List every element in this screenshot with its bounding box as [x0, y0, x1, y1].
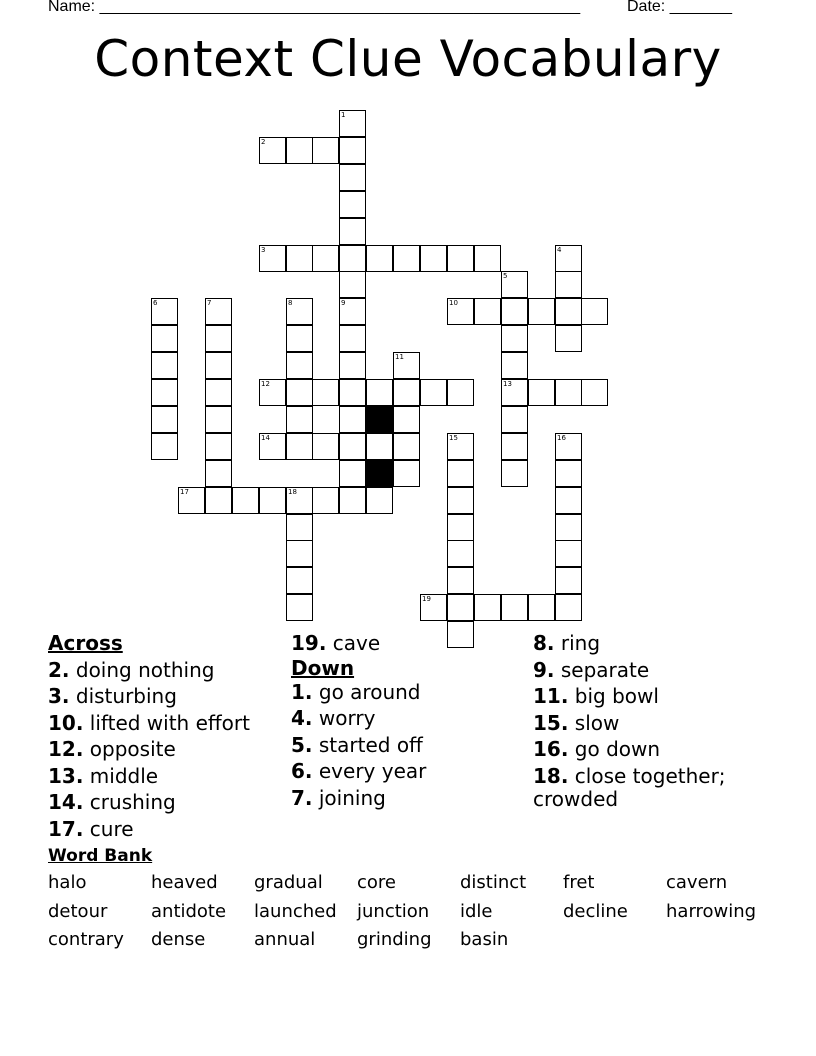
- crossword-cell[interactable]: [501, 298, 528, 325]
- cell-number: 4: [557, 246, 562, 254]
- cell-number: 12: [261, 380, 270, 388]
- cell-number: 2: [261, 138, 266, 146]
- name-line: ______________________________________________________: [99, 0, 581, 15]
- word-bank-word: contrary: [48, 929, 124, 950]
- word-bank-title: Word Bank: [48, 846, 153, 866]
- crossword-cell[interactable]: [259, 137, 286, 164]
- crossword-cell[interactable]: [366, 487, 393, 514]
- crossword-cell[interactable]: [339, 352, 366, 379]
- crossword-cell[interactable]: [501, 379, 528, 406]
- crossword-cell[interactable]: [339, 379, 366, 406]
- cell-number: 1: [341, 111, 346, 119]
- clue-down-11: 11. big bowl: [533, 684, 659, 708]
- crossword-cell[interactable]: [447, 460, 474, 487]
- word-bank-word: decline: [563, 901, 628, 922]
- crossword-cell[interactable]: [528, 379, 555, 406]
- crossword-cell[interactable]: [447, 433, 474, 460]
- cell-number: 9: [341, 299, 346, 307]
- crossword-cell[interactable]: [501, 271, 528, 298]
- crossword-cell[interactable]: [286, 567, 313, 594]
- crossword-cell[interactable]: [286, 594, 313, 621]
- crossword-cell[interactable]: [447, 621, 474, 648]
- crossword-cell[interactable]: [286, 352, 313, 379]
- clue-down-15: 15. slow: [533, 710, 620, 735]
- crossword-cell[interactable]: [501, 406, 528, 433]
- crossword-cell[interactable]: [178, 487, 205, 514]
- cell-number: 14: [261, 434, 270, 442]
- crossword-cell[interactable]: [420, 245, 447, 272]
- crossword-cell[interactable]: [205, 352, 232, 379]
- crossword-cell[interactable]: [393, 245, 420, 272]
- crossword-cell[interactable]: [286, 406, 313, 433]
- crossword-cell[interactable]: [259, 487, 286, 514]
- clue-across-14: 14. crushing: [48, 790, 176, 814]
- crossword-cell[interactable]: [581, 298, 608, 325]
- crossword-cell[interactable]: [205, 487, 232, 514]
- crossword-cell[interactable]: [339, 298, 366, 325]
- crossword-cell[interactable]: [286, 487, 313, 514]
- crossword-cell[interactable]: [339, 325, 366, 352]
- crossword-cell[interactable]: [286, 433, 313, 460]
- word-bank-word: antidote: [151, 901, 227, 922]
- crossword-cell[interactable]: [339, 137, 366, 164]
- crossword-cell[interactable]: [555, 271, 582, 298]
- black-cell: [366, 460, 393, 487]
- crossword-cell[interactable]: [312, 245, 339, 272]
- clue-across-12: 12. opposite: [48, 737, 176, 761]
- crossword-cell[interactable]: [393, 406, 420, 433]
- cell-number: 13: [503, 380, 512, 388]
- crossword-cell[interactable]: [205, 433, 232, 460]
- crossword-cell[interactable]: [555, 325, 582, 352]
- crossword-cell[interactable]: [555, 460, 582, 487]
- crossword-cell[interactable]: [420, 594, 447, 621]
- crossword-cell[interactable]: [312, 379, 339, 406]
- crossword-cell[interactable]: [339, 487, 366, 514]
- word-bank-word: cavern: [666, 872, 728, 893]
- cell-number: 3: [261, 246, 266, 254]
- crossword-cell[interactable]: [501, 325, 528, 352]
- clue-down-1: 1. go around: [291, 679, 421, 704]
- word-bank-word: grinding: [357, 929, 432, 950]
- crossword-cell[interactable]: [555, 379, 582, 406]
- crossword-cell[interactable]: [205, 325, 232, 352]
- clue-across-17: 17. cure: [48, 816, 134, 841]
- crossword-cell[interactable]: [447, 245, 474, 272]
- clue-down-6: 6. every year: [291, 759, 427, 783]
- crossword-cell[interactable]: [286, 379, 313, 406]
- cell-number: 16: [557, 434, 566, 442]
- crossword-cell[interactable]: [393, 379, 420, 406]
- crossword-cell[interactable]: [286, 298, 313, 325]
- crossword-cell[interactable]: [286, 137, 313, 164]
- crossword-cell[interactable]: [259, 245, 286, 272]
- crossword-cell[interactable]: [555, 540, 582, 567]
- crossword-cell[interactable]: [151, 379, 178, 406]
- crossword-cell[interactable]: [151, 352, 178, 379]
- crossword-cell[interactable]: [555, 487, 582, 514]
- clue-down-9: 9. separate: [533, 657, 650, 682]
- crossword-cell[interactable]: [151, 433, 178, 460]
- clue-across-2: 2. doing nothing: [48, 657, 215, 682]
- crossword-cell[interactable]: [555, 567, 582, 594]
- crossword-cell[interactable]: [205, 406, 232, 433]
- crossword-cell[interactable]: [259, 379, 286, 406]
- word-bank-word: heaved: [151, 872, 218, 893]
- crossword-cell[interactable]: [259, 433, 286, 460]
- cell-number: 15: [449, 434, 458, 442]
- crossword-cell[interactable]: [339, 406, 366, 433]
- crossword-cell[interactable]: [447, 487, 474, 514]
- clue-across-19: 19. cave: [291, 631, 381, 655]
- word-bank-word: detour: [48, 901, 108, 922]
- crossword-cell[interactable]: [312, 433, 339, 460]
- crossword-cell[interactable]: [286, 325, 313, 352]
- word-bank-word: dense: [151, 929, 206, 950]
- crossword-cell[interactable]: [339, 460, 366, 487]
- word-bank-word: basin: [460, 929, 509, 950]
- crossword-cell[interactable]: [312, 137, 339, 164]
- clue-across-3: 3. disturbing: [48, 684, 177, 708]
- crossword-cell[interactable]: [339, 218, 366, 245]
- crossword-cell[interactable]: [555, 433, 582, 460]
- cell-number: 17: [180, 488, 189, 496]
- crossword-cell[interactable]: [232, 487, 259, 514]
- word-bank-word: idle: [460, 901, 493, 922]
- word-bank-word: core: [357, 872, 396, 893]
- crossword-cell[interactable]: [420, 379, 447, 406]
- crossword-cell[interactable]: [151, 406, 178, 433]
- clues-column-1: [48, 630, 250, 842]
- crossword-cell[interactable]: [312, 487, 339, 514]
- crossword-cell[interactable]: [339, 164, 366, 191]
- word-bank-word: gradual: [254, 872, 323, 893]
- clue-down-18-continued: crowded: [533, 787, 619, 811]
- date-label-text: Date:: [627, 0, 666, 15]
- crossword-cell[interactable]: [501, 352, 528, 379]
- crossword-cell[interactable]: [366, 433, 393, 460]
- clue-down-8: 8. ring: [533, 631, 601, 655]
- crossword-cell[interactable]: [474, 298, 501, 325]
- clue-down-4: 4. worry: [291, 706, 376, 730]
- cell-number: 6: [153, 299, 158, 307]
- crossword-cell[interactable]: [501, 460, 528, 487]
- clue-down-16: 16. go down: [533, 737, 661, 761]
- crossword-cell[interactable]: [555, 245, 582, 272]
- word-bank-word: halo: [48, 872, 87, 893]
- word-bank-word: launched: [254, 901, 337, 922]
- cell-number: 11: [395, 353, 404, 361]
- crossword-cell[interactable]: [205, 379, 232, 406]
- crossword-cell[interactable]: [151, 298, 178, 325]
- crossword-cell[interactable]: [393, 433, 420, 460]
- crossword-cell[interactable]: [447, 540, 474, 567]
- crossword-cell[interactable]: [366, 379, 393, 406]
- crossword-cell[interactable]: [286, 245, 313, 272]
- crossword-cell[interactable]: [528, 298, 555, 325]
- word-bank-word: fret: [563, 872, 595, 893]
- clue-across-10: 10. lifted with effort: [48, 710, 250, 735]
- crossword-cell[interactable]: [501, 594, 528, 621]
- crossword-cell[interactable]: [474, 594, 501, 621]
- crossword-cell[interactable]: [581, 379, 608, 406]
- clues-column-2: [291, 630, 426, 811]
- word-bank-word: harrowing: [666, 901, 757, 922]
- crossword-cell[interactable]: [393, 352, 420, 379]
- clue-down-5: 5. started off: [291, 732, 423, 757]
- crossword-cell[interactable]: [366, 245, 393, 272]
- crossword-cell[interactable]: [528, 594, 555, 621]
- crossword-cell[interactable]: [205, 460, 232, 487]
- crossword-cell[interactable]: [447, 567, 474, 594]
- clue-across-13: 13. middle: [48, 763, 159, 788]
- cell-number: 18: [288, 488, 297, 496]
- clues-column-3: [533, 630, 726, 809]
- crossword-cell[interactable]: [205, 298, 232, 325]
- cell-number: 19: [422, 595, 431, 603]
- crossword-cell[interactable]: [555, 514, 582, 541]
- word-bank-word: annual: [254, 929, 316, 950]
- black-cell: [366, 406, 393, 433]
- across-heading: Across: [48, 631, 123, 655]
- crossword-cell[interactable]: [474, 245, 501, 272]
- crossword-cell[interactable]: [555, 594, 582, 621]
- word-bank-word: distinct: [460, 872, 527, 893]
- crossword-cell[interactable]: [501, 433, 528, 460]
- page-title: Context Clue Vocabulary: [94, 30, 722, 88]
- crossword-cell[interactable]: [151, 325, 178, 352]
- crossword-cell[interactable]: [555, 298, 582, 325]
- cell-number: 10: [449, 299, 458, 307]
- crossword-cell[interactable]: [339, 245, 366, 272]
- crossword-cell[interactable]: [447, 514, 474, 541]
- crossword-cell[interactable]: [447, 298, 474, 325]
- cell-number: 5: [503, 272, 508, 280]
- cell-number: 8: [288, 299, 293, 307]
- name-label-text: Name:: [48, 0, 96, 15]
- clue-down-18: 18. close together;: [533, 763, 726, 788]
- date-line: _______: [669, 0, 732, 15]
- crossword-cell[interactable]: [339, 191, 366, 218]
- crossword-cell[interactable]: [447, 379, 474, 406]
- crossword-cell[interactable]: [339, 110, 366, 137]
- clue-down-7: 7. joining: [291, 785, 386, 810]
- down-heading: Down: [291, 655, 355, 680]
- cell-number: 7: [207, 299, 212, 307]
- crossword-cell[interactable]: [286, 540, 313, 567]
- crossword-cell[interactable]: [447, 594, 474, 621]
- crossword-cell[interactable]: [339, 271, 366, 298]
- crossword-cell[interactable]: [393, 460, 420, 487]
- word-bank-word: junction: [357, 901, 430, 922]
- crossword-cell[interactable]: [286, 514, 313, 541]
- crossword-cell[interactable]: [339, 433, 366, 460]
